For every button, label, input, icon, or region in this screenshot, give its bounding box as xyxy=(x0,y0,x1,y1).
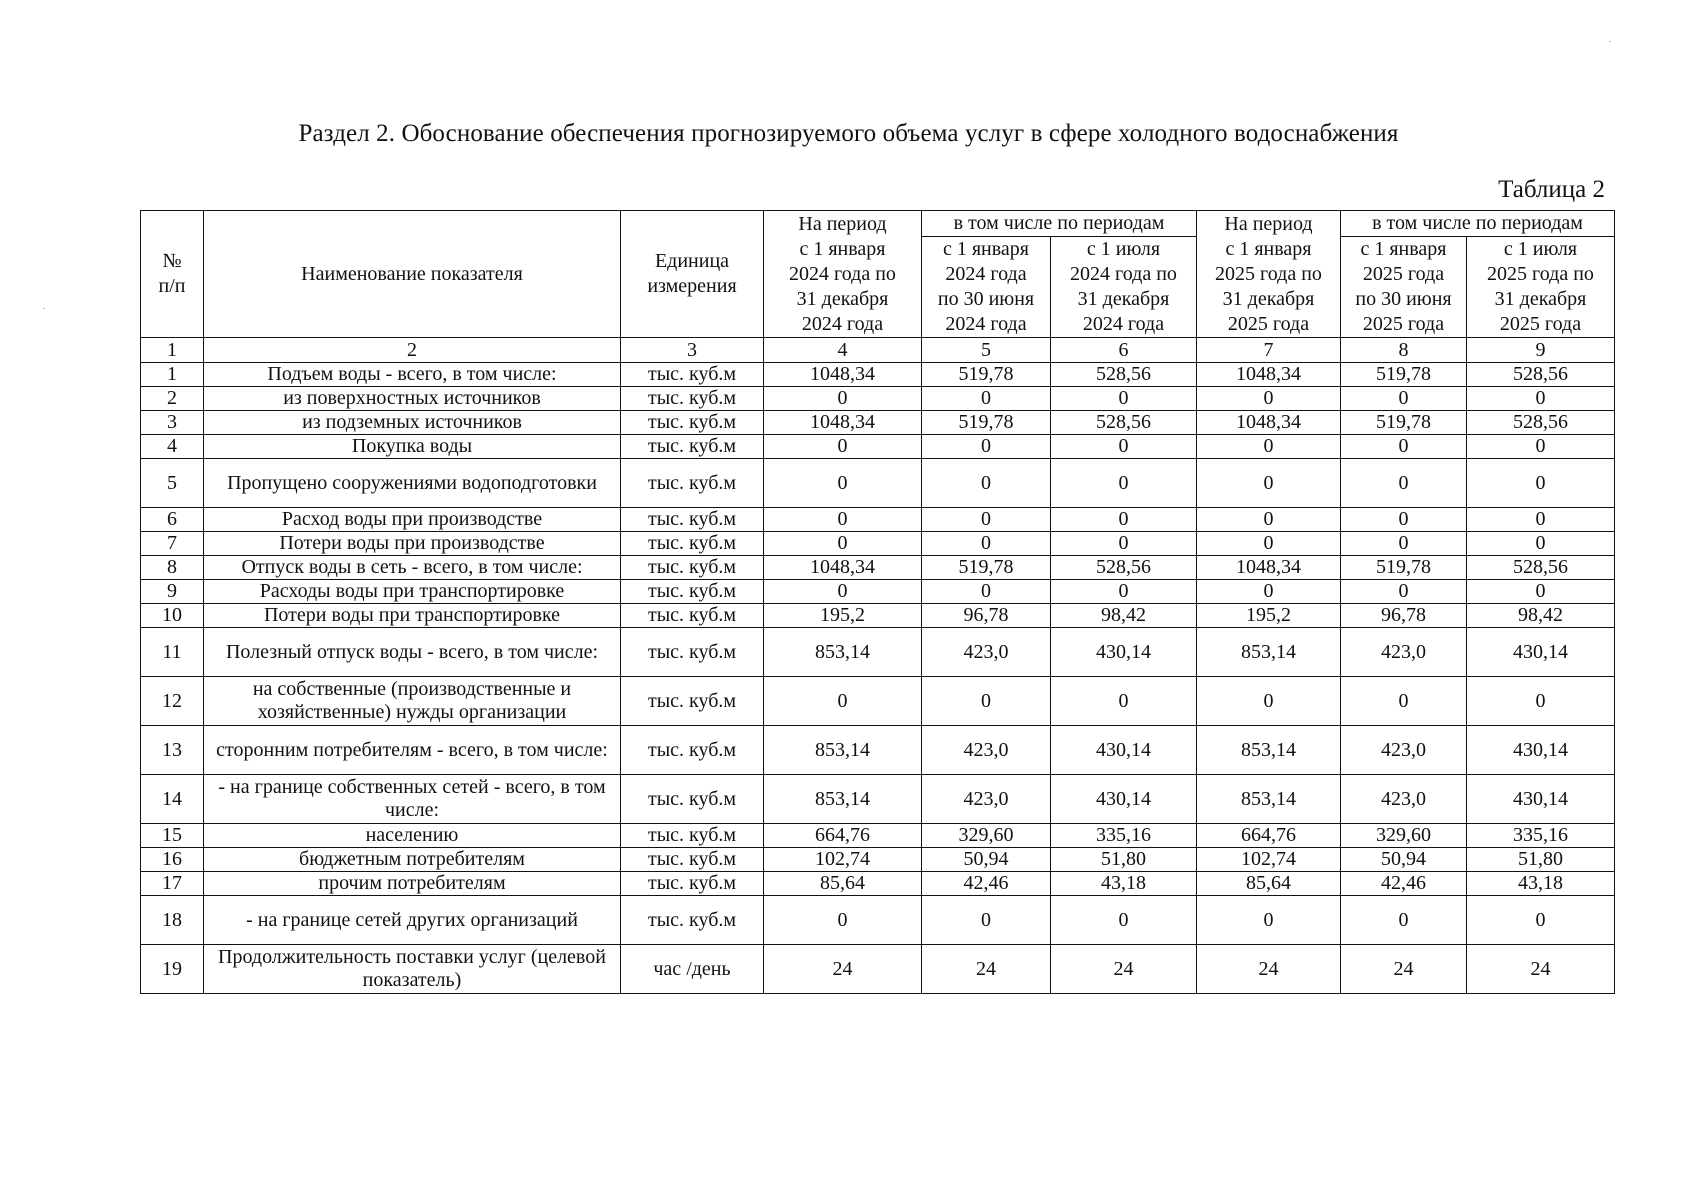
value-cell: 50,94 xyxy=(1341,848,1467,872)
value-cell: 0 xyxy=(1341,435,1467,459)
value-cell: 1048,34 xyxy=(764,411,922,435)
indicator-name: бюджетным потребителям xyxy=(204,848,621,872)
header-period-2025: На период с 1 января 2025 года по 31 декабря 2025 года xyxy=(1197,211,1341,338)
value-cell: 430,14 xyxy=(1467,628,1615,677)
value-cell: 0 xyxy=(1467,580,1615,604)
value-cell: 0 xyxy=(1051,508,1197,532)
value-cell: 96,78 xyxy=(922,604,1051,628)
value-cell: 0 xyxy=(922,459,1051,508)
column-numbers-row xyxy=(141,338,1615,363)
value-cell: 0 xyxy=(1467,387,1615,411)
table-row xyxy=(141,508,1615,532)
table-row xyxy=(141,824,1615,848)
indicator-name: Покупка воды xyxy=(204,435,621,459)
value-cell: 0 xyxy=(1341,387,1467,411)
value-cell: 0 xyxy=(922,387,1051,411)
value-cell: 0 xyxy=(1467,896,1615,945)
column-number: 7 xyxy=(1197,338,1341,363)
row-number: 16 xyxy=(141,848,204,872)
value-cell: 0 xyxy=(922,677,1051,726)
value-cell: 102,74 xyxy=(764,848,922,872)
value-cell: 0 xyxy=(764,532,922,556)
indicator-name: Расход воды при производстве xyxy=(204,508,621,532)
header-h2-2024: с 1 июля 2024 года по 31 декабря 2024 года xyxy=(1051,237,1197,338)
value-cell: 0 xyxy=(1341,532,1467,556)
value-cell: 519,78 xyxy=(1341,363,1467,387)
value-cell: 0 xyxy=(922,532,1051,556)
value-cell: 423,0 xyxy=(922,628,1051,677)
value-cell: 51,80 xyxy=(1467,848,1615,872)
table-row xyxy=(141,435,1615,459)
unit-cell: тыс. куб.м xyxy=(621,532,764,556)
value-cell: 1048,34 xyxy=(764,556,922,580)
value-cell: 24 xyxy=(1051,945,1197,994)
header-period-2024: На период с 1 января 2024 года по 31 декабря 2024 года xyxy=(764,211,922,338)
unit-cell: тыс. куб.м xyxy=(621,824,764,848)
value-cell: 528,56 xyxy=(1467,363,1615,387)
value-cell: 0 xyxy=(1197,459,1341,508)
indicator-name: сторонним потребителям - всего, в том числе: xyxy=(204,726,621,775)
value-cell: 519,78 xyxy=(922,411,1051,435)
row-number: 14 xyxy=(141,775,204,824)
table-row xyxy=(141,775,1615,824)
unit-cell: тыс. куб.м xyxy=(621,459,764,508)
value-cell: 96,78 xyxy=(1341,604,1467,628)
value-cell: 0 xyxy=(1051,580,1197,604)
unit-cell: тыс. куб.м xyxy=(621,848,764,872)
indicator-name: - на границе собственных сетей - всего, в том числе: xyxy=(204,775,621,824)
unit-cell: час /день xyxy=(621,945,764,994)
indicator-name: Полезный отпуск воды - всего, в том числе: xyxy=(204,628,621,677)
value-cell: 430,14 xyxy=(1467,726,1615,775)
value-cell: 0 xyxy=(1197,896,1341,945)
table-row xyxy=(141,580,1615,604)
indicator-name: Потери воды при транспортировке xyxy=(204,604,621,628)
header-num: № п/п xyxy=(141,211,204,338)
value-cell: 24 xyxy=(764,945,922,994)
value-cell: 853,14 xyxy=(764,775,922,824)
unit-cell: тыс. куб.м xyxy=(621,411,764,435)
table-row xyxy=(141,363,1615,387)
table-row xyxy=(141,896,1615,945)
value-cell: 528,56 xyxy=(1051,363,1197,387)
value-cell: 0 xyxy=(764,435,922,459)
page-title: Раздел 2. Обоснование обеспечения прогнозируемого объема услуг в сфере холодного водоснабжения xyxy=(298,120,1399,147)
unit-cell: тыс. куб.м xyxy=(621,556,764,580)
row-number: 18 xyxy=(141,896,204,945)
row-number: 19 xyxy=(141,945,204,994)
unit-cell: тыс. куб.м xyxy=(621,726,764,775)
value-cell: 0 xyxy=(922,580,1051,604)
value-cell: 519,78 xyxy=(1341,411,1467,435)
value-cell: 0 xyxy=(1341,508,1467,532)
value-cell: 329,60 xyxy=(1341,824,1467,848)
value-cell: 43,18 xyxy=(1051,872,1197,896)
table-row xyxy=(141,628,1615,677)
table-row xyxy=(141,872,1615,896)
column-number: 2 xyxy=(204,338,621,363)
value-cell: 50,94 xyxy=(922,848,1051,872)
value-cell: 0 xyxy=(1051,387,1197,411)
column-number: 9 xyxy=(1467,338,1615,363)
column-number: 1 xyxy=(141,338,204,363)
table-row xyxy=(141,532,1615,556)
column-number: 5 xyxy=(922,338,1051,363)
value-cell: 519,78 xyxy=(1341,556,1467,580)
row-number: 12 xyxy=(141,677,204,726)
value-cell: 423,0 xyxy=(922,775,1051,824)
value-cell: 853,14 xyxy=(1197,775,1341,824)
value-cell: 528,56 xyxy=(1467,411,1615,435)
value-cell: 0 xyxy=(1051,896,1197,945)
value-cell: 0 xyxy=(1051,459,1197,508)
value-cell: 85,64 xyxy=(1197,872,1341,896)
column-number: 3 xyxy=(621,338,764,363)
value-cell: 195,2 xyxy=(764,604,922,628)
indicator-name: прочим потребителям xyxy=(204,872,621,896)
value-cell: 528,56 xyxy=(1051,556,1197,580)
header-sub-2025: в том числе по периодам xyxy=(1341,211,1615,237)
row-number: 1 xyxy=(141,363,204,387)
table-row xyxy=(141,411,1615,435)
row-number: 17 xyxy=(141,872,204,896)
value-cell: 0 xyxy=(1341,459,1467,508)
header-unit: Единица измерения xyxy=(621,211,764,338)
unit-cell: тыс. куб.м xyxy=(621,775,764,824)
value-cell: 0 xyxy=(1197,387,1341,411)
unit-cell: тыс. куб.м xyxy=(621,677,764,726)
value-cell: 51,80 xyxy=(1051,848,1197,872)
value-cell: 0 xyxy=(1197,580,1341,604)
value-cell: 335,16 xyxy=(1051,824,1197,848)
indicator-name: из подземных источников xyxy=(204,411,621,435)
indicator-name: Отпуск воды в сеть - всего, в том числе: xyxy=(204,556,621,580)
value-cell: 24 xyxy=(1197,945,1341,994)
table-row xyxy=(141,726,1615,775)
value-cell: 528,56 xyxy=(1467,556,1615,580)
indicator-name: из поверхностных источников xyxy=(204,387,621,411)
value-cell: 1048,34 xyxy=(1197,411,1341,435)
unit-cell: тыс. куб.м xyxy=(621,896,764,945)
value-cell: 98,42 xyxy=(1051,604,1197,628)
row-number: 2 xyxy=(141,387,204,411)
header-h1-2025: с 1 января 2025 года по 30 июня 2025 года xyxy=(1341,237,1467,338)
value-cell: 0 xyxy=(764,580,922,604)
value-cell: 335,16 xyxy=(1467,824,1615,848)
value-cell: 0 xyxy=(1051,532,1197,556)
table-row xyxy=(141,459,1615,508)
unit-cell: тыс. куб.м xyxy=(621,435,764,459)
table-row xyxy=(141,604,1615,628)
value-cell: 423,0 xyxy=(1341,628,1467,677)
value-cell: 85,64 xyxy=(764,872,922,896)
unit-cell: тыс. куб.м xyxy=(621,363,764,387)
value-cell: 42,46 xyxy=(1341,872,1467,896)
unit-cell: тыс. куб.м xyxy=(621,508,764,532)
row-number: 13 xyxy=(141,726,204,775)
value-cell: 0 xyxy=(764,677,922,726)
value-cell: 0 xyxy=(1467,677,1615,726)
value-cell: 0 xyxy=(1467,459,1615,508)
value-cell: 1048,34 xyxy=(1197,556,1341,580)
indicator-name: Пропущено сооружениями водоподготовки xyxy=(204,459,621,508)
value-cell: 519,78 xyxy=(922,556,1051,580)
row-number: 9 xyxy=(141,580,204,604)
value-cell: 0 xyxy=(1341,677,1467,726)
value-cell: 0 xyxy=(764,896,922,945)
scan-speck xyxy=(43,308,45,309)
value-cell: 0 xyxy=(1197,508,1341,532)
unit-cell: тыс. куб.м xyxy=(621,604,764,628)
row-number: 15 xyxy=(141,824,204,848)
column-number: 4 xyxy=(764,338,922,363)
value-cell: 430,14 xyxy=(1051,726,1197,775)
value-cell: 0 xyxy=(922,508,1051,532)
value-cell: 24 xyxy=(1341,945,1467,994)
table-label: Таблица 2 xyxy=(1498,176,1605,203)
value-cell: 430,14 xyxy=(1467,775,1615,824)
unit-cell: тыс. куб.м xyxy=(621,628,764,677)
value-cell: 329,60 xyxy=(922,824,1051,848)
value-cell: 43,18 xyxy=(1467,872,1615,896)
value-cell: 423,0 xyxy=(922,726,1051,775)
value-cell: 0 xyxy=(1341,580,1467,604)
table-row xyxy=(141,677,1615,726)
header-name: Наименование показателя xyxy=(204,211,621,338)
unit-cell: тыс. куб.м xyxy=(621,580,764,604)
header-sub-2024: в том числе по периодам xyxy=(922,211,1197,237)
table-row xyxy=(141,387,1615,411)
value-cell: 430,14 xyxy=(1051,628,1197,677)
row-number: 3 xyxy=(141,411,204,435)
table-row xyxy=(141,848,1615,872)
column-number: 8 xyxy=(1341,338,1467,363)
value-cell: 42,46 xyxy=(922,872,1051,896)
indicator-name: Продолжительность поставки услуг (целевой показатель) xyxy=(204,945,621,994)
value-cell: 0 xyxy=(1197,435,1341,459)
row-number: 7 xyxy=(141,532,204,556)
row-number: 5 xyxy=(141,459,204,508)
column-number: 6 xyxy=(1051,338,1197,363)
header-h1-2024: с 1 января 2024 года по 30 июня 2024 года xyxy=(922,237,1051,338)
indicator-name: Подъем воды - всего, в том числе: xyxy=(204,363,621,387)
header-row-1 xyxy=(141,211,1615,237)
value-cell: 0 xyxy=(764,459,922,508)
indicator-name: населению xyxy=(204,824,621,848)
water-supply-table xyxy=(140,210,1615,994)
value-cell: 0 xyxy=(764,387,922,411)
value-cell: 98,42 xyxy=(1467,604,1615,628)
value-cell: 102,74 xyxy=(1197,848,1341,872)
value-cell: 664,76 xyxy=(764,824,922,848)
indicator-name: - на границе сетей других организаций xyxy=(204,896,621,945)
scan-speck xyxy=(1609,41,1611,42)
row-number: 11 xyxy=(141,628,204,677)
value-cell: 0 xyxy=(1467,435,1615,459)
row-number: 8 xyxy=(141,556,204,580)
value-cell: 0 xyxy=(1341,896,1467,945)
value-cell: 853,14 xyxy=(764,726,922,775)
value-cell: 0 xyxy=(922,435,1051,459)
row-number: 4 xyxy=(141,435,204,459)
unit-cell: тыс. куб.м xyxy=(621,387,764,411)
value-cell: 0 xyxy=(922,896,1051,945)
value-cell: 423,0 xyxy=(1341,726,1467,775)
value-cell: 0 xyxy=(1467,508,1615,532)
value-cell: 853,14 xyxy=(764,628,922,677)
row-number: 10 xyxy=(141,604,204,628)
indicator-name: Потери воды при производстве xyxy=(204,532,621,556)
indicator-name: на собственные (производственные и хозяйственные) нужды организации xyxy=(204,677,621,726)
value-cell: 0 xyxy=(1197,677,1341,726)
value-cell: 1048,34 xyxy=(1197,363,1341,387)
value-cell: 0 xyxy=(1051,435,1197,459)
table-row xyxy=(141,556,1615,580)
value-cell: 519,78 xyxy=(922,363,1051,387)
value-cell: 664,76 xyxy=(1197,824,1341,848)
value-cell: 0 xyxy=(764,508,922,532)
value-cell: 0 xyxy=(1467,532,1615,556)
value-cell: 195,2 xyxy=(1197,604,1341,628)
value-cell: 0 xyxy=(1051,677,1197,726)
header-h2-2025: с 1 июля 2025 года по 31 декабря 2025 года xyxy=(1467,237,1615,338)
value-cell: 430,14 xyxy=(1051,775,1197,824)
value-cell: 0 xyxy=(1197,532,1341,556)
value-cell: 528,56 xyxy=(1051,411,1197,435)
table-row xyxy=(141,945,1615,994)
value-cell: 24 xyxy=(1467,945,1615,994)
value-cell: 1048,34 xyxy=(764,363,922,387)
row-number: 6 xyxy=(141,508,204,532)
value-cell: 24 xyxy=(922,945,1051,994)
unit-cell: тыс. куб.м xyxy=(621,872,764,896)
value-cell: 423,0 xyxy=(1341,775,1467,824)
value-cell: 853,14 xyxy=(1197,726,1341,775)
indicator-name: Расходы воды при транспортировке xyxy=(204,580,621,604)
value-cell: 853,14 xyxy=(1197,628,1341,677)
